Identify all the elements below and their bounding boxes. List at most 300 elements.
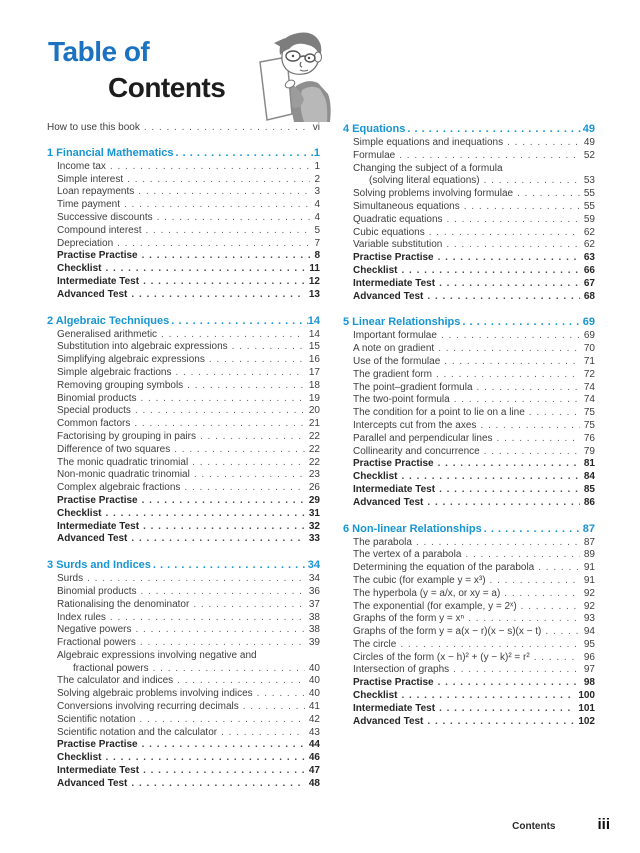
entry-label: Loan repayments — [57, 186, 135, 198]
entry-page-number: 87 — [582, 522, 595, 535]
entry-label: Checklist — [57, 752, 102, 764]
toc-entry — [343, 677, 595, 690]
toc-entry — [47, 765, 320, 778]
entry-label: Solving algebraic problems involving indices — [57, 688, 253, 700]
entry-label: 5 Linear Relationships — [343, 316, 461, 329]
entry-page-number: 69 — [583, 330, 595, 342]
toc-entry — [343, 588, 595, 601]
entry-page-number: 89 — [583, 549, 595, 561]
entry-label: Factorising by grouping in pairs — [57, 430, 196, 442]
entry-page-number: 5 — [314, 224, 320, 236]
entry-page-number: 16 — [308, 354, 320, 366]
dot-leader — [105, 263, 305, 276]
entry-label: Practise Practise — [57, 494, 138, 506]
entry-page-number: 41 — [308, 701, 320, 713]
entry-label: Algebraic expressions involving negative and — [57, 649, 257, 661]
entry-page-number: 14 — [308, 328, 320, 340]
entry-page-number: 49 — [583, 137, 595, 148]
entry-page-number: 7 — [314, 237, 320, 249]
entry-page-number: 36 — [308, 585, 320, 597]
toc-entry — [343, 382, 595, 395]
entry-label: Fractional powers — [57, 637, 136, 649]
dot-leader — [399, 150, 580, 163]
toc-entry — [343, 175, 595, 188]
footer-section-label: Contents — [512, 821, 556, 832]
entry-label: Advanced Test — [353, 290, 424, 302]
dot-leader — [484, 522, 583, 537]
toc-entry — [47, 752, 320, 765]
entry-page-number: 34 — [308, 573, 320, 585]
entry-label: Common factors — [57, 418, 131, 430]
toc-entry — [343, 214, 595, 227]
dot-leader — [131, 778, 304, 791]
entry-page-number: 62 — [583, 239, 595, 251]
entry-label: Graphs of the form y = xⁿ — [353, 613, 465, 625]
dot-leader — [184, 482, 304, 495]
dot-leader — [209, 354, 305, 367]
toc-entry — [343, 137, 595, 150]
dot-leader — [127, 174, 310, 187]
toc-entry-wrap-first-line — [47, 650, 320, 663]
dot-leader — [401, 690, 574, 703]
dot-leader — [490, 575, 580, 588]
entry-label: Simplifying algebraic expressions — [57, 354, 205, 366]
toc-entry — [343, 291, 595, 304]
dot-leader — [193, 599, 305, 612]
entry-label: Time payment — [57, 199, 120, 211]
dot-leader — [142, 495, 305, 508]
toc-entry — [343, 433, 595, 446]
entry-page-number: 59 — [583, 213, 595, 225]
entry-page-number: 86 — [583, 496, 595, 508]
entry-label: Important formulae — [353, 330, 437, 342]
dot-leader — [464, 201, 580, 214]
dot-leader — [454, 394, 580, 407]
chapter-heading — [343, 522, 595, 537]
reading-boy-icon — [244, 28, 334, 122]
toc-entry — [343, 330, 595, 343]
entry-label: Practise Practise — [57, 250, 138, 262]
entry-page-number: 97 — [583, 664, 595, 676]
toc-entry — [47, 508, 320, 521]
dot-leader — [517, 188, 580, 201]
toc-entry — [343, 420, 595, 433]
entry-label: Substitution into algebraic expressions — [57, 341, 228, 353]
toc-entry — [343, 265, 595, 278]
dot-leader — [161, 329, 305, 342]
entry-page-number: 95 — [583, 638, 595, 650]
dot-leader — [462, 315, 582, 330]
dot-leader — [257, 688, 305, 701]
entry-label: How to use this book — [47, 122, 140, 133]
entry-page-number: 96 — [583, 651, 595, 663]
toc-entry — [47, 199, 320, 212]
toc-entry — [343, 407, 595, 420]
entry-page-number: 26 — [308, 482, 320, 494]
dot-leader — [146, 225, 311, 238]
entry-label: Formulae — [353, 149, 396, 161]
dot-leader — [157, 212, 311, 225]
entry-page-number: 49 — [582, 123, 595, 135]
entry-page-number: 47 — [308, 765, 320, 777]
entry-label: Cubic equations — [353, 226, 425, 238]
entry-label: Scientific notation — [57, 713, 136, 725]
toc-entry — [47, 367, 320, 380]
dot-leader — [142, 739, 305, 752]
entry-page-number: 62 — [583, 226, 595, 238]
entry-page-number: 81 — [583, 458, 595, 470]
entry-label: Quadratic equations — [353, 213, 443, 225]
dot-leader — [134, 418, 305, 431]
entry-page-number: 92 — [583, 600, 595, 612]
entry-label: Practise Practise — [57, 739, 138, 751]
entry-page-number: 94 — [583, 626, 595, 638]
toc-entry — [343, 239, 595, 252]
entry-label: Intercepts cut from the axes — [353, 419, 477, 431]
entry-label: Parallel and perpendicular lines — [353, 432, 493, 444]
entry-label: Simple equations and inequations — [353, 137, 504, 148]
entry-page-number: 19 — [308, 392, 320, 404]
entry-page-number: 74 — [583, 394, 595, 406]
entry-label: Index rules — [57, 611, 106, 623]
entry-page-number: 87 — [583, 536, 595, 548]
toc-entry — [343, 252, 595, 265]
entry-page-number: 69 — [582, 316, 595, 329]
toc-entry — [343, 639, 595, 652]
dot-leader — [144, 122, 309, 135]
chapter-section — [343, 522, 595, 729]
entry-label: 6 Non-linear Relationships — [343, 522, 482, 535]
dot-leader — [468, 613, 580, 626]
entry-label: fractional powers — [73, 662, 149, 674]
entry-page-number: 11 — [309, 263, 320, 275]
entry-label: Intermediate Test — [57, 275, 140, 287]
dot-leader — [140, 393, 304, 406]
dot-leader — [143, 276, 305, 289]
entry-page-number: 91 — [583, 562, 595, 574]
toc-entry — [47, 739, 320, 752]
toc-column-right — [343, 122, 595, 728]
dot-leader — [504, 588, 580, 601]
dot-leader — [153, 558, 308, 573]
dot-leader — [446, 239, 580, 252]
entry-page-number: 3 — [314, 186, 320, 198]
chapter-heading — [343, 122, 595, 137]
entry-page-number: 33 — [308, 533, 320, 545]
toc-entry — [343, 690, 595, 703]
entry-label: Complex algebraic fractions — [57, 482, 181, 494]
dot-leader — [143, 765, 305, 778]
entry-label: Solving problems involving formulae — [353, 188, 514, 200]
dot-leader — [110, 612, 305, 625]
toc-entry — [343, 201, 595, 214]
dot-leader — [484, 175, 580, 188]
entry-page-number: 91 — [583, 574, 595, 586]
entry-label: Scientific notation and the calculator — [57, 726, 218, 738]
entry-page-number: 1 — [314, 160, 320, 172]
toc-entry-how-to-use — [47, 122, 320, 135]
dot-leader — [438, 677, 580, 690]
dot-leader — [477, 382, 580, 395]
entry-page-number: 22 — [308, 443, 320, 455]
dot-leader — [105, 752, 304, 765]
entry-label: Simultaneous equations — [353, 200, 460, 212]
entry-label: Binomial products — [57, 392, 137, 404]
entry-label: Intermediate Test — [57, 520, 140, 532]
toc-entry — [47, 161, 320, 174]
dot-leader — [538, 562, 580, 575]
entry-label: Removing grouping symbols — [57, 379, 184, 391]
entry-label: Practise Practise — [353, 677, 434, 689]
toc-columns — [47, 122, 595, 791]
entry-label: Graphs of the form y = a(x − r)(x − s)(x − t) — [353, 626, 542, 638]
toc-entry — [343, 369, 595, 382]
toc-entry — [343, 278, 595, 291]
entry-page-number: 17 — [308, 366, 320, 378]
toc-entry — [47, 418, 320, 431]
dot-leader — [117, 238, 310, 251]
dot-leader — [441, 330, 580, 343]
footer-page-number: iii — [597, 816, 610, 833]
entry-label: Checklist — [57, 507, 102, 519]
entry-label: Rationalising the denominator — [57, 598, 190, 610]
dot-leader — [416, 537, 580, 550]
toc-entry — [343, 497, 595, 510]
toc-entry — [343, 601, 595, 614]
entry-label: Depreciation — [57, 237, 114, 249]
chapter-heading — [47, 558, 320, 573]
entry-page-number: 40 — [308, 688, 320, 700]
toc-entry — [343, 446, 595, 459]
chapter-heading — [47, 314, 320, 329]
entry-label: Checklist — [353, 690, 398, 702]
toc-entry — [343, 394, 595, 407]
entry-page-number: 40 — [308, 675, 320, 687]
dot-leader — [401, 471, 579, 484]
dot-leader — [427, 291, 579, 304]
entry-label: The parabola — [353, 536, 412, 548]
toc-entry — [47, 380, 320, 393]
dot-leader — [534, 652, 580, 665]
toc-entry — [343, 664, 595, 677]
chapter-heading — [343, 315, 595, 330]
toc-entry — [47, 225, 320, 238]
dot-leader — [139, 714, 304, 727]
entry-label: Intermediate Test — [353, 277, 436, 289]
entry-page-number: 23 — [308, 469, 320, 481]
entry-page-number: 55 — [583, 200, 595, 212]
dot-leader — [400, 639, 580, 652]
entry-page-number: 76 — [583, 432, 595, 444]
entry-page-number: 72 — [583, 368, 595, 380]
dot-leader — [124, 199, 310, 212]
chapter-section — [47, 146, 320, 302]
entry-label: Intermediate Test — [353, 702, 436, 714]
entry-label: Variable substitution — [353, 239, 443, 251]
toc-entry — [47, 393, 320, 406]
entry-page-number: 67 — [583, 277, 595, 289]
dot-leader — [131, 533, 304, 546]
entry-label: Binomial products — [57, 585, 137, 597]
toc-entry — [343, 484, 595, 497]
dot-leader — [105, 508, 304, 521]
entry-page-number: 102 — [578, 715, 595, 727]
toc-entry — [343, 471, 595, 484]
entry-page-number: 70 — [583, 343, 595, 355]
entry-page-number: 101 — [578, 702, 595, 714]
dot-leader — [529, 407, 580, 420]
entry-page-number: 4 — [314, 199, 320, 211]
toc-entry — [47, 329, 320, 342]
entry-page-number: 68 — [583, 290, 595, 302]
entry-page-number: 79 — [583, 445, 595, 457]
dot-leader — [176, 146, 314, 161]
toc-entry — [47, 250, 320, 263]
entry-page-number: 93 — [583, 613, 595, 625]
toc-column-left — [47, 122, 320, 791]
toc-entry — [47, 637, 320, 650]
entry-label: Special products — [57, 405, 131, 417]
dot-leader — [243, 701, 305, 714]
entry-label: The gradient form — [353, 368, 432, 380]
toc-entry — [47, 778, 320, 791]
dot-leader — [480, 420, 579, 433]
dot-leader — [439, 484, 580, 497]
entry-label: Changing the subject of a formula — [353, 162, 503, 174]
dot-leader — [484, 446, 580, 459]
entry-label: Intermediate Test — [353, 483, 436, 495]
entry-label: Checklist — [57, 263, 102, 275]
toc-entry — [47, 688, 320, 701]
entry-label: Checklist — [353, 471, 398, 483]
entry-page-number: 22 — [308, 430, 320, 442]
chapter-section — [343, 315, 595, 509]
entry-label: Advanced Test — [353, 715, 424, 727]
entry-page-number: 55 — [583, 188, 595, 200]
toc-entry — [47, 186, 320, 199]
dot-leader — [87, 573, 305, 586]
toc-entry — [47, 263, 320, 276]
entry-label: Practise Practise — [353, 458, 434, 470]
dot-leader — [192, 457, 305, 470]
toc-entry — [47, 727, 320, 740]
toc-entry — [47, 341, 320, 354]
toc-entry — [47, 675, 320, 688]
entry-label: Successive discounts — [57, 211, 153, 223]
entry-page-number: 75 — [583, 407, 595, 419]
dot-leader — [444, 356, 580, 369]
entry-label: Compound interest — [57, 224, 142, 236]
entry-page-number: 2 — [314, 173, 320, 185]
dot-leader — [438, 343, 580, 356]
toc-entry — [47, 457, 320, 470]
toc-entry — [47, 612, 320, 625]
entry-label: Income tax — [57, 160, 106, 172]
entry-page-number: 29 — [308, 494, 320, 506]
entry-page-number: 1 — [313, 146, 320, 159]
entry-label: Advanced Test — [353, 496, 424, 508]
toc-entry — [343, 703, 595, 716]
entry-label: Intermediate Test — [57, 765, 140, 777]
entry-page-number: 84 — [583, 471, 595, 483]
entry-page-number: 21 — [308, 418, 320, 430]
dot-leader — [507, 137, 580, 150]
toc-entry — [47, 212, 320, 225]
entry-label: 1 Financial Mathematics — [47, 146, 174, 159]
entry-label: Negative powers — [57, 624, 132, 636]
toc-entry — [47, 624, 320, 637]
dot-leader — [177, 675, 305, 688]
entry-page-number: 66 — [583, 264, 595, 276]
entry-label: The exponential (for example, y = 2ˣ) — [353, 600, 517, 612]
dot-leader — [453, 664, 580, 677]
entry-label: Advanced Test — [57, 533, 128, 545]
entry-label: Use of the formulae — [353, 355, 441, 367]
entry-page-number: 15 — [308, 341, 320, 353]
entry-page-number: 8 — [314, 250, 320, 262]
toc-entry — [343, 613, 595, 626]
dot-leader — [438, 458, 580, 471]
entry-page-number: 71 — [583, 355, 595, 367]
toc-entry — [47, 586, 320, 599]
dot-leader — [143, 521, 305, 534]
dot-leader — [140, 637, 305, 650]
entry-page-number: 48 — [308, 777, 320, 789]
entry-label: The cubic (for example y = x³) — [353, 574, 486, 586]
entry-page-number: 14 — [307, 314, 320, 327]
entry-page-number: 31 — [308, 507, 320, 519]
entry-label: Simple interest — [57, 173, 124, 185]
entry-page-number: 38 — [308, 611, 320, 623]
entry-page-number: 85 — [583, 483, 595, 495]
entry-label: Advanced Test — [57, 288, 128, 300]
dot-leader — [194, 469, 305, 482]
dot-leader — [401, 265, 579, 278]
entry-page-number: 37 — [308, 598, 320, 610]
toc-entry — [343, 626, 595, 639]
toc-entry — [343, 343, 595, 356]
entry-page-number: 92 — [583, 587, 595, 599]
entry-label: Simple algebraic fractions — [57, 366, 172, 378]
toc-entry-wrap-first-line — [343, 163, 595, 176]
toc-entry — [343, 150, 595, 163]
entry-label: The circle — [353, 638, 397, 650]
entry-page-number: 39 — [308, 637, 320, 649]
entry-label: Collinearity and concurrence — [353, 445, 480, 457]
page-footer — [512, 816, 610, 833]
entry-label: Circles of the form (x − h)² + (y − k)² = r² — [353, 651, 530, 663]
dot-leader — [131, 289, 304, 302]
dot-leader — [187, 380, 305, 393]
toc-entry — [47, 289, 320, 302]
entry-page-number: 46 — [308, 752, 320, 764]
toc-entry — [47, 238, 320, 251]
dot-leader — [142, 250, 311, 263]
chapter-section — [47, 314, 320, 547]
toc-entry — [343, 458, 595, 471]
toc-entry — [47, 405, 320, 418]
dot-leader — [135, 624, 304, 637]
toc-entry — [47, 599, 320, 612]
entry-page-number: 4 — [314, 211, 320, 223]
entry-page-number: 18 — [308, 379, 320, 391]
entry-label: The monic quadratic trinomial — [57, 456, 189, 468]
entry-page-number: 44 — [308, 739, 320, 751]
toc-entry — [343, 537, 595, 550]
chapter-section — [343, 122, 595, 303]
toc-entry — [343, 562, 595, 575]
toc-entry — [47, 533, 320, 546]
